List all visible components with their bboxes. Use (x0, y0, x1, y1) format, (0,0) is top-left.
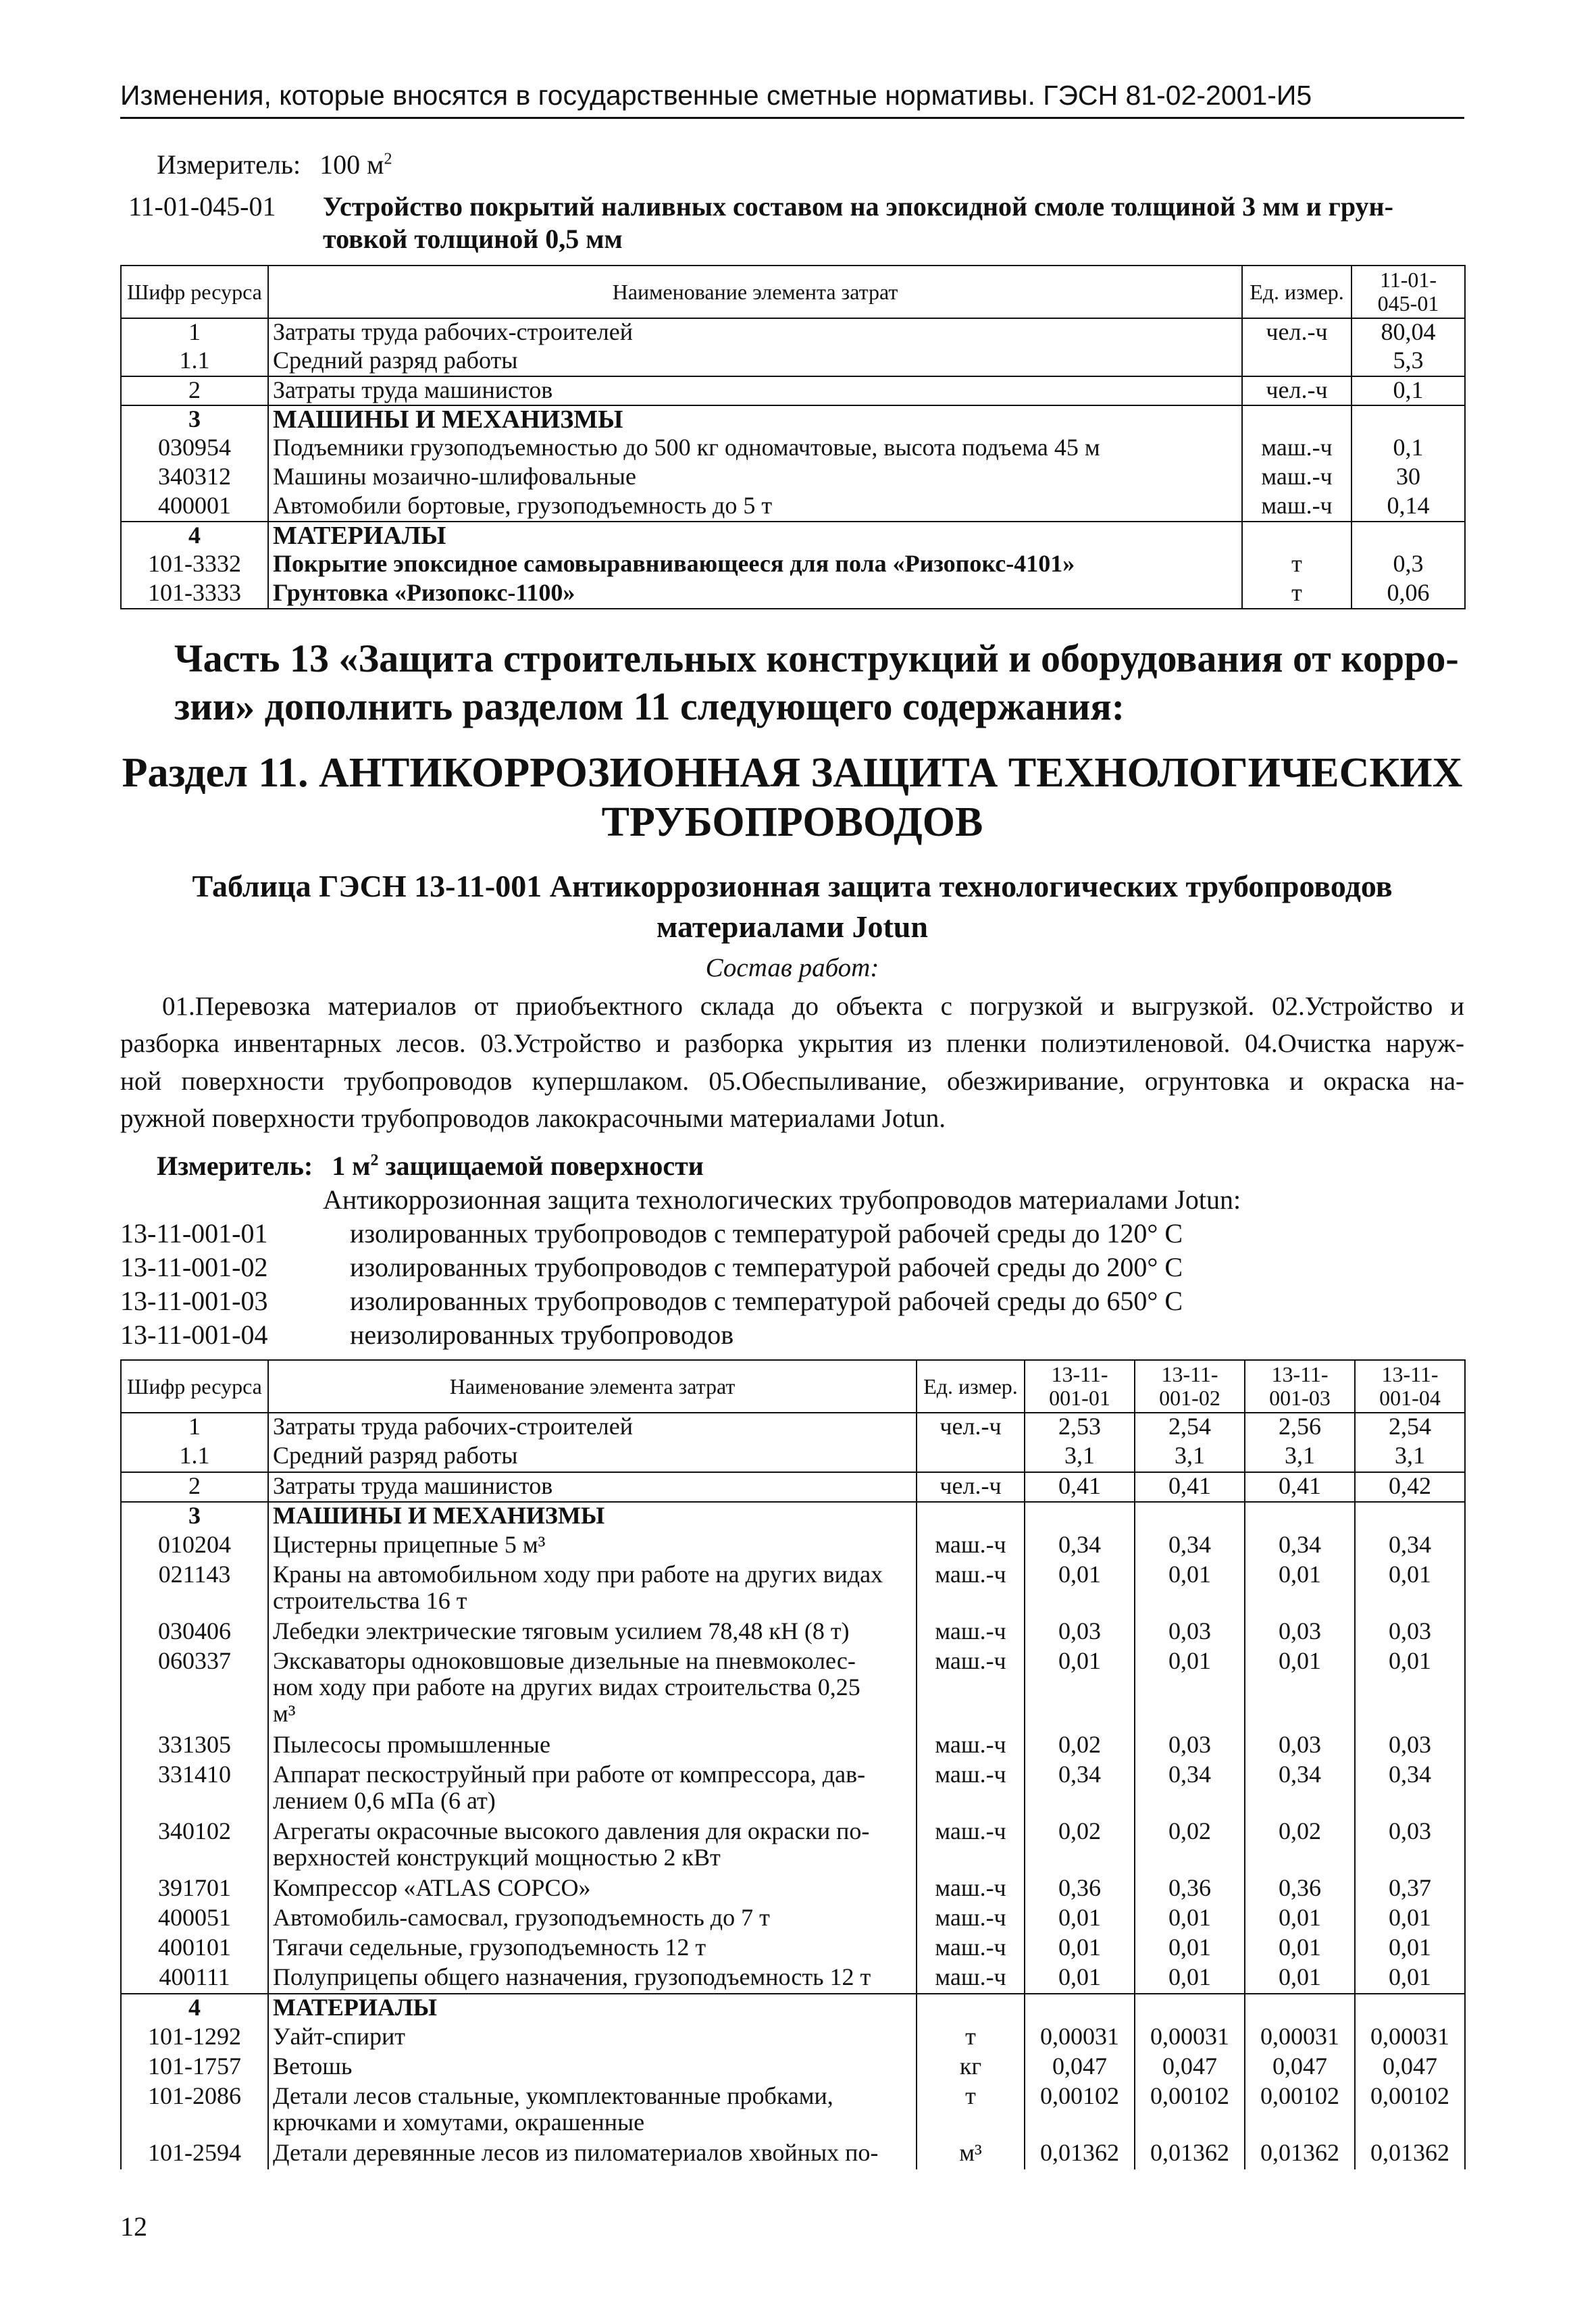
cell-name-line: лением 0,6 мПа (6 ат) (273, 1786, 496, 1814)
cell-unit: маш.-ч (917, 1875, 1025, 1905)
cell-value-1: 0,01 (1025, 1648, 1135, 1732)
cell-value-1: 0,34 (1025, 1532, 1135, 1561)
header-col-4: 13-11- 001-04 (1355, 1360, 1465, 1413)
rate-item-code: 13-11-001-03 (120, 1286, 268, 1316)
cell-code: 340312 (121, 463, 268, 493)
cell-value-1: 0,02 (1025, 1732, 1135, 1761)
cell-code: 400101 (121, 1934, 268, 1964)
table-row (121, 1934, 1465, 1964)
cell-name-line: Цистерны прицепные 5 м³ (273, 1531, 546, 1558)
cell-name: Машины мозаично-шлифовальные (268, 463, 1242, 493)
cell-unit (1242, 522, 1352, 551)
table-row (121, 1413, 1465, 1442)
section-heading-line-1: Раздел 11. АНТИКОРРОЗИОННАЯ ЗАЩИТА ТЕХНОЛОГИЧЕСКИХ (122, 750, 1463, 796)
cell-unit (917, 1502, 1025, 1532)
cell-unit: маш.-ч (1242, 434, 1352, 463)
table-row (121, 318, 1465, 347)
cell-value-2: 0,01 (1135, 1934, 1245, 1964)
cell-name-line: Агрегаты окрасочные высокого давления для окраски по- (273, 1817, 870, 1844)
cell-value-2: 0,03 (1135, 1732, 1245, 1761)
cell-value-1 (1025, 1994, 1135, 2023)
cell-code: 2 (121, 1472, 268, 1502)
cell-value-4: 0,34 (1355, 1761, 1465, 1818)
cell-value-3: 0,01 (1245, 1648, 1355, 1732)
header-col-3: 13-11- 001-03 (1245, 1360, 1355, 1413)
cell-value-1 (1025, 1502, 1135, 1532)
cell-name-line: Компрессор «ATLAS COPCO» (273, 1874, 591, 1901)
cell-value-3 (1245, 1994, 1355, 2023)
header-col-1: 13-11- 001-01 (1025, 1360, 1135, 1413)
table-header (121, 266, 1465, 318)
cell-value-2: 0,36 (1135, 1875, 1245, 1905)
cell-value-4: 0,03 (1355, 1618, 1465, 1648)
cell-unit: маш.-ч (917, 1732, 1025, 1761)
table-row (121, 1561, 1465, 1618)
cell-value-3: 0,01 (1245, 1561, 1355, 1618)
cell-value-3: 3,1 (1245, 1442, 1355, 1472)
resource-table-1 (120, 265, 1466, 609)
cell-code: 010204 (121, 1532, 268, 1561)
cell-name-line: м³ (273, 1699, 296, 1727)
table-row (121, 493, 1465, 522)
meter-sup: 2 (384, 150, 392, 168)
table-row (121, 1618, 1465, 1648)
cell-value: 0,1 (1352, 434, 1465, 463)
cell-value-4: 0,01362 (1355, 2140, 1465, 2169)
cell-value-2: 3,1 (1135, 1442, 1245, 1472)
rate-item (120, 1319, 1464, 1353)
cell-value-2: 0,03 (1135, 1618, 1245, 1648)
cell-value-2: 0,41 (1135, 1472, 1245, 1502)
meter-label-2: Измеритель: (157, 1151, 313, 1181)
header-name: Наименование элемента затрат (268, 266, 1242, 318)
rate-items (120, 1217, 1464, 1353)
cell-name (268, 2140, 917, 2169)
cell-name (268, 2053, 917, 2083)
cell-name (268, 1875, 917, 1905)
cell-value-1: 0,34 (1025, 1761, 1135, 1818)
header-name: Наименование элемента затрат (268, 1360, 917, 1413)
cell-code: 101-2086 (121, 2083, 268, 2140)
header-col: 11-01- 045-01 (1352, 266, 1465, 318)
cell-value-4: 0,01 (1355, 1905, 1465, 1934)
part-heading-line-1: Часть 13 «Защита строительных конструкций и оборудования от корро- (174, 636, 1459, 680)
rate-item (120, 1285, 1464, 1319)
cell-code: 1 (121, 318, 268, 347)
table-row (121, 580, 1465, 609)
cell-value-1: 0,047 (1025, 2053, 1135, 2083)
cell-code: 101-1292 (121, 2023, 268, 2053)
cell-code: 060337 (121, 1648, 268, 1732)
cell-name-line: Пылесосы промышленные (273, 1731, 550, 1758)
cell-value-3 (1245, 1502, 1355, 1532)
table-row (121, 1442, 1465, 1472)
table-row (121, 405, 1465, 434)
rate-item-text: изолированных трубопроводов с температурой рабочей среды до 200° С (350, 1252, 1183, 1282)
table-row (121, 1472, 1465, 1502)
cell-value-4: 2,54 (1355, 1413, 1465, 1442)
cell-code: 391701 (121, 1875, 268, 1905)
cell-name: Подъемники грузоподъемностью до 500 кг одномачтовые, высота подъема 45 м (268, 434, 1242, 463)
cell-unit: чел.-ч (917, 1472, 1025, 1502)
cell-value-4: 0,00102 (1355, 2083, 1465, 2140)
cell-code: 101-1757 (121, 2053, 268, 2083)
cell-value-1: 3,1 (1025, 1442, 1135, 1472)
cell-code: 1.1 (121, 347, 268, 376)
table-header-2 (121, 1360, 1465, 1413)
section-heading (120, 749, 1464, 847)
cell-code: 101-3333 (121, 580, 268, 609)
cell-value-4: 0,42 (1355, 1472, 1465, 1502)
cell-unit (917, 1442, 1025, 1472)
cell-value-3: 0,03 (1245, 1618, 1355, 1648)
cell-value-4: 0,37 (1355, 1875, 1465, 1905)
table-row (121, 463, 1465, 493)
section-heading-line-2: ТРУБОПРОВОДОВ (601, 799, 983, 846)
cell-value-4: 0,03 (1355, 1818, 1465, 1875)
rate-title-line-2: товкой толщиной 0,5 мм (323, 224, 623, 254)
table-row (121, 522, 1465, 551)
cell-value-3: 0,01 (1245, 1934, 1355, 1964)
cell-value-3: 0,01 (1245, 1905, 1355, 1934)
cell-name (268, 1561, 917, 1618)
cell-value-3: 2,56 (1245, 1413, 1355, 1442)
cell-value (1352, 522, 1465, 551)
cell-value: 0,14 (1352, 493, 1465, 522)
cell-name-line: верхностей конструкций мощностью 2 кВт (273, 1843, 721, 1871)
cell-name-line: Экскаваторы одноковшовые дизельные на пневмоколес- (273, 1647, 856, 1674)
cell-value: 30 (1352, 463, 1465, 493)
cell-name-line: Ветошь (273, 2053, 353, 2080)
cell-unit: т (1242, 551, 1352, 580)
cell-name-line: Уайт-спирит (273, 2023, 405, 2050)
cell-value-3: 0,047 (1245, 2053, 1355, 2083)
cell-value-2 (1135, 1994, 1245, 2023)
part-heading-line-2: зии» дополнить разделом 11 следующего содержания: (174, 684, 1125, 728)
cell-unit: маш.-ч (917, 1964, 1025, 1994)
cell-unit: маш.-ч (917, 1818, 1025, 1875)
cell-unit (1242, 405, 1352, 434)
cell-value-3: 0,03 (1245, 1732, 1355, 1761)
cell-code: 4 (121, 522, 268, 551)
rate-title-line-1: Устройство покрытий наливных составом на эпоксидной смоле толщиной 3 мм и грун- (323, 191, 1393, 222)
cell-name-line: Затраты труда рабочих-строителей (273, 1413, 634, 1440)
cell-name: Средний разряд работы (268, 347, 1242, 376)
cell-unit: м³ (917, 2140, 1025, 2169)
work-line-2: разборка инвентарных лесов. 03.Устройство и разборка укрытия из пленки полиэтиленовой. 04.Очистка наруж- (120, 1029, 1464, 1059)
cell-name (268, 2023, 917, 2053)
header-code: Шифр ресурса (121, 1360, 268, 1413)
cell-code: 2 (121, 376, 268, 405)
table-row (121, 2053, 1465, 2083)
table-row (121, 1532, 1465, 1561)
cell-value-1: 0,36 (1025, 1875, 1135, 1905)
header-unit: Ед. измер. (1242, 266, 1352, 318)
cell-code: 1.1 (121, 1442, 268, 1472)
cell-name-line: Тягачи седельные, грузоподъемность 12 т (273, 1934, 706, 1961)
cell-unit: чел.-ч (1242, 318, 1352, 347)
cell-unit: т (917, 2083, 1025, 2140)
cell-value-2: 0,01362 (1135, 2140, 1245, 2169)
cell-code: 021143 (121, 1561, 268, 1618)
cell-unit: маш.-ч (1242, 493, 1352, 522)
cell-value-4: 0,34 (1355, 1532, 1465, 1561)
cell-unit: маш.-ч (917, 1761, 1025, 1818)
cell-value-2: 0,34 (1135, 1761, 1245, 1818)
table-row (121, 1994, 1465, 2023)
table-title-line-2: материалами Jotun (657, 909, 928, 944)
cell-value-4: 0,01 (1355, 1561, 1465, 1618)
cell-code: 3 (121, 405, 268, 434)
cell-value-1: 0,03 (1025, 1618, 1135, 1648)
cell-unit: маш.-ч (917, 1561, 1025, 1618)
meter-label: Измеритель: (157, 149, 301, 180)
rate-subtitle: Антикоррозионная защита технологических трубопроводов материалами Jotun: (323, 1184, 1241, 1215)
meter-value: 100 м (319, 149, 384, 180)
cell-name-line: ном ходу при работе на других видах строительства 0,25 (273, 1673, 860, 1701)
cell-name (268, 1532, 917, 1561)
cell-name (268, 1502, 917, 1532)
rate-item-text: изолированных трубопроводов с температурой рабочей среды до 120° С (350, 1218, 1183, 1249)
cell-unit: кг (917, 2053, 1025, 2083)
cell-value-2: 0,01 (1135, 1648, 1245, 1732)
cell-name (268, 1994, 917, 2023)
work-composition-text (120, 988, 1464, 1138)
cell-value-4: 0,047 (1355, 2053, 1465, 2083)
cell-value-1: 0,01 (1025, 1934, 1135, 1964)
cell-name-line: Полуприцепы общего назначения, грузоподъемность 12 т (273, 1963, 871, 1990)
cell-value-3: 0,41 (1245, 1472, 1355, 1502)
cell-value-3: 0,34 (1245, 1532, 1355, 1561)
meter-rest-2: защищаемой поверхности (378, 1151, 704, 1181)
table-row (121, 1648, 1465, 1732)
cell-name (268, 1442, 917, 1472)
cell-value-2: 0,047 (1135, 2053, 1245, 2083)
table-row (121, 1905, 1465, 1934)
cell-value-4: 0,01 (1355, 1934, 1465, 1964)
table-row (121, 347, 1465, 376)
cell-value-1: 0,00031 (1025, 2023, 1135, 2053)
cell-code: 101-2594 (121, 2140, 268, 2169)
table-row (121, 551, 1465, 580)
cell-value-1: 0,01 (1025, 1964, 1135, 1994)
cell-name: МАШИНЫ И МЕХАНИЗМЫ (268, 405, 1242, 434)
cell-value-3: 0,02 (1245, 1818, 1355, 1875)
cell-name (268, 1648, 917, 1732)
cell-name-line: Детали деревянные лесов из пиломатериалов хвойных по- (273, 2139, 879, 2166)
table-title-line-1: Таблица ГЭСН 13-11-001 Антикоррозионная защита технологических трубопроводов (192, 869, 1393, 903)
cell-value-2: 0,00031 (1135, 2023, 1245, 2053)
table-row (121, 2140, 1465, 2169)
rate-item-code: 13-11-001-01 (120, 1218, 268, 1249)
table-row (121, 1875, 1465, 1905)
cell-value-3: 0,00031 (1245, 2023, 1355, 2053)
cell-name-line: крючками и хомутами, окрашенные (273, 2108, 645, 2136)
cell-name-line: МАТЕРИАЛЫ (273, 1994, 437, 2021)
cell-unit (917, 1994, 1025, 2023)
cell-name (268, 1964, 917, 1994)
cell-name (268, 1472, 917, 1502)
cell-value-2: 0,00102 (1135, 2083, 1245, 2140)
cell-value-1: 0,41 (1025, 1472, 1135, 1502)
cell-code: 331410 (121, 1761, 268, 1818)
cell-value-4 (1355, 1994, 1465, 2023)
cell-code: 340102 (121, 1818, 268, 1875)
rate-item-text: неизолированных трубопроводов (350, 1319, 734, 1350)
cell-name (268, 1413, 917, 1442)
cell-value-3: 0,01362 (1245, 2140, 1355, 2169)
cell-name: Затраты труда машинистов (268, 376, 1242, 405)
cell-value-3: 0,36 (1245, 1875, 1355, 1905)
cell-value-3: 0,34 (1245, 1761, 1355, 1818)
cell-value-1: 0,01 (1025, 1561, 1135, 1618)
cell-name: Автомобили бортовые, грузоподъемность до 5 т (268, 493, 1242, 522)
cell-value-2 (1135, 1502, 1245, 1532)
cell-value-2: 0,01 (1135, 1964, 1245, 1994)
cell-name-line: Затраты труда машинистов (273, 1472, 553, 1499)
cell-value-2: 2,54 (1135, 1413, 1245, 1442)
cell-value-4 (1355, 1502, 1465, 1532)
table-row (121, 1502, 1465, 1532)
cell-name (268, 1818, 917, 1875)
cell-name-line: Детали лесов стальные, укомплектованные пробками, (273, 2082, 833, 2109)
cell-value-1: 0,00102 (1025, 2083, 1135, 2140)
rate-item (120, 1251, 1464, 1285)
meter-sup-2: 2 (370, 1151, 379, 1169)
cell-value-4: 0,01 (1355, 1964, 1465, 1994)
cell-value-2: 0,34 (1135, 1532, 1245, 1561)
cell-name (268, 1934, 917, 1964)
resource-table-2 (120, 1359, 1466, 2169)
cell-code: 331305 (121, 1732, 268, 1761)
cell-name-line: строительства 16 т (273, 1586, 467, 1614)
cell-unit: маш.-ч (917, 1648, 1025, 1732)
rate-item-code: 13-11-001-04 (120, 1319, 268, 1350)
cell-name (268, 1761, 917, 1818)
table-row (121, 2023, 1465, 2053)
cell-value-2: 0,01 (1135, 1561, 1245, 1618)
running-header: Изменения, которые вносятся в государственные сметные нормативы. ГЭСН 81-02-2001-И5 (120, 80, 1464, 119)
header-code: Шифр ресурса (121, 266, 268, 318)
cell-unit: чел.-ч (1242, 376, 1352, 405)
cell-unit: т (1242, 580, 1352, 609)
cell-code: 030406 (121, 1618, 268, 1648)
cell-unit (1242, 347, 1352, 376)
cell-value-1: 0,02 (1025, 1818, 1135, 1875)
cell-value-4: 3,1 (1355, 1442, 1465, 1472)
cell-value-2: 0,01 (1135, 1905, 1245, 1934)
table-row (121, 1761, 1465, 1818)
cell-name: Грунтовка «Ризопокс-1100» (268, 580, 1242, 609)
cell-value: 0,3 (1352, 551, 1465, 580)
cell-value (1352, 405, 1465, 434)
cell-name-line: МАШИНЫ И МЕХАНИЗМЫ (273, 1502, 605, 1529)
table-row (121, 376, 1465, 405)
cell-code: 3 (121, 1502, 268, 1532)
cell-value: 5,3 (1352, 347, 1465, 376)
cell-unit: чел.-ч (917, 1413, 1025, 1442)
cell-value-1: 0,01362 (1025, 2140, 1135, 2169)
cell-unit: маш.-ч (917, 1618, 1025, 1648)
table-title (120, 866, 1464, 947)
cell-unit: маш.-ч (917, 1905, 1025, 1934)
cell-value-4: 0,00031 (1355, 2023, 1465, 2053)
cell-code: 030954 (121, 434, 268, 463)
cell-name-line: Краны на автомобильном ходу при работе на других видах (273, 1561, 883, 1588)
cell-name (268, 1618, 917, 1648)
cell-code: 400111 (121, 1964, 268, 1994)
cell-name: Затраты труда рабочих-строителей (268, 318, 1242, 347)
header-col-2: 13-11- 001-02 (1135, 1360, 1245, 1413)
cell-code: 4 (121, 1994, 268, 2023)
cell-value-3: 0,01 (1245, 1964, 1355, 1994)
work-line-4: ружной поверхности трубопроводов лакокрасочными материалами Jotun. (120, 1104, 946, 1134)
cell-value-3: 0,00102 (1245, 2083, 1355, 2140)
cell-unit: маш.-ч (917, 1934, 1025, 1964)
work-composition-label: Состав работ: (705, 953, 879, 982)
cell-name: Покрытие эпоксидное самовыравнивающееся для пола «Ризопокс-4101» (268, 551, 1242, 580)
work-line-1: 01.Перевозка материалов от приобъектного склада до объекта с погрузкой и выгрузкой. 02.Устройство и (162, 992, 1464, 1021)
cell-unit: маш.-ч (917, 1532, 1025, 1561)
cell-value-1: 0,01 (1025, 1905, 1135, 1934)
meter-value-2: 1 м (332, 1151, 371, 1181)
cell-value: 0,1 (1352, 376, 1465, 405)
work-line-3: ной поверхности трубопроводов купершлаком. 05.Обеспыливание, обезжиривание, огрунтовка и окраска на- (120, 1066, 1464, 1096)
part-heading (174, 635, 1464, 731)
cell-unit: т (917, 2023, 1025, 2053)
cell-name-line: Средний разряд работы (273, 1442, 518, 1469)
table-row (121, 434, 1465, 463)
cell-value-2: 0,02 (1135, 1818, 1245, 1875)
cell-value: 80,04 (1352, 318, 1465, 347)
cell-value-4: 0,01 (1355, 1648, 1465, 1732)
cell-unit: маш.-ч (1242, 463, 1352, 493)
cell-code: 400001 (121, 493, 268, 522)
cell-name: МАТЕРИАЛЫ (268, 522, 1242, 551)
cell-name-line: Лебедки электрические тяговым усилием 78,48 кН (8 т) (273, 1617, 850, 1644)
cell-code: 101-3332 (121, 551, 268, 580)
table-row (121, 1818, 1465, 1875)
page-number: 12 (120, 2211, 147, 2242)
cell-value-1: 2,53 (1025, 1413, 1135, 1442)
cell-value: 0,06 (1352, 580, 1465, 609)
table-row (121, 2083, 1465, 2140)
rate-item (120, 1217, 1464, 1251)
header-unit: Ед. измер. (917, 1360, 1025, 1413)
cell-name (268, 2083, 917, 2140)
cell-name (268, 1905, 917, 1934)
cell-code: 400051 (121, 1905, 268, 1934)
rate-code: 11-01-045-01 (128, 191, 276, 222)
table-row (121, 1732, 1465, 1761)
cell-name-line: Аппарат пескоструйный при работе от компрессора, дав- (273, 1761, 866, 1788)
cell-value-4: 0,03 (1355, 1732, 1465, 1761)
meter-line-2 (157, 1150, 704, 1182)
cell-name (268, 1732, 917, 1761)
cell-code: 1 (121, 1413, 268, 1442)
table-row (121, 1964, 1465, 1994)
rate-item-text: изолированных трубопроводов с температурой рабочей среды до 650° С (350, 1286, 1183, 1316)
meter-line-1 (157, 149, 392, 180)
cell-name-line: Автомобиль-самосвал, грузоподъемность до 7 т (273, 1904, 770, 1931)
rate-item-code: 13-11-001-02 (120, 1252, 268, 1282)
